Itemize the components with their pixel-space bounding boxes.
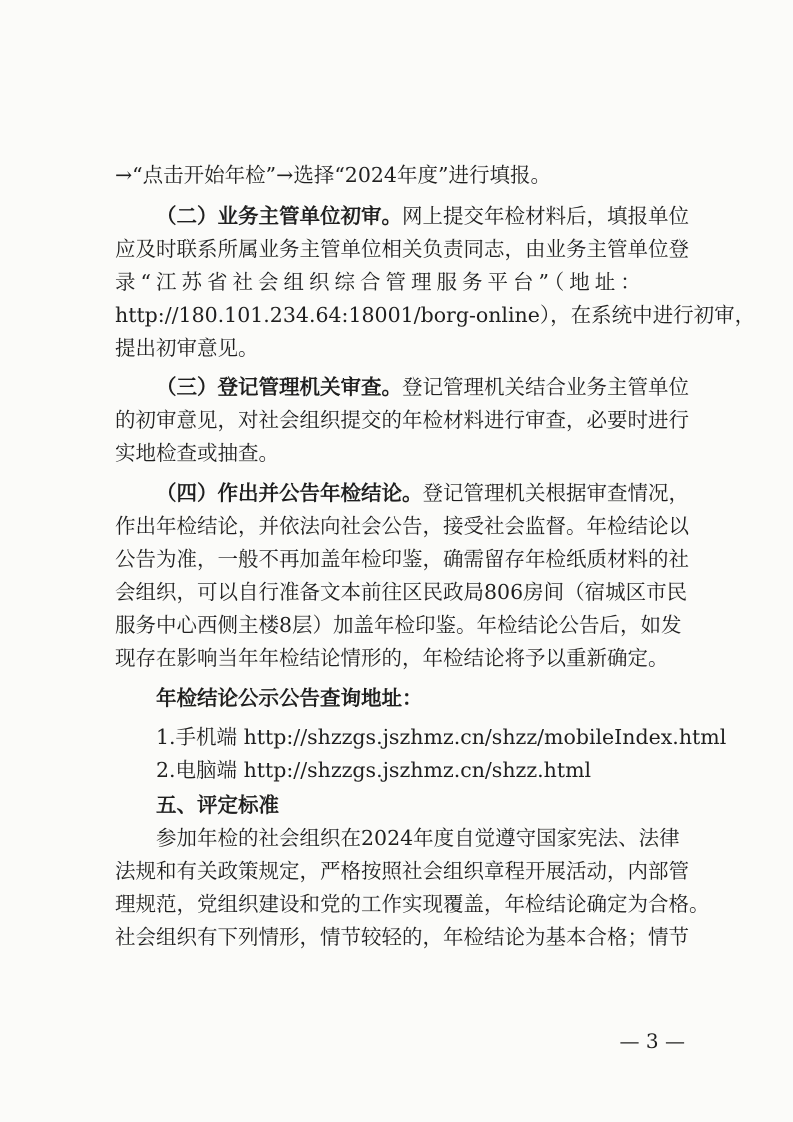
section-heading: 年检结论公示公告查询地址：	[156, 686, 423, 710]
paragraph-line	[156, 203, 689, 231]
text-line: 作出年检结论，并依法向社会公告，接受社会监督。年检结论以	[115, 514, 689, 538]
text-line: 的初审意见，对社会组织提交的年检材料进行审查，必要时进行	[115, 408, 689, 432]
text-line: 提出初审意见。	[115, 336, 259, 360]
text-line: 理规范，党组织建设和党的工作实现覆盖，年检结论确定为合格。	[115, 892, 710, 916]
link-line: 1.手机端 http://shzzgs.jszhmz.cn/shzz/mobileIndex.html	[156, 725, 727, 749]
text-line: 应及时联系所属业务主管单位相关负责同志，由业务主管单位登	[115, 237, 689, 261]
text-line: 服务中心西侧主楼8层）加盖年检印鉴。年检结论公告后，如发	[115, 613, 682, 637]
text-line: 会组织，可以自行准备文本前往区民政局806房间（宿城区市民	[115, 580, 688, 604]
text-span: 登记管理机关结合业务主管单位	[402, 375, 689, 399]
text-line: 公告为准，一般不再加盖年检印鉴，确需留存年检纸质材料的社	[115, 547, 689, 571]
text-span: 网上提交年检材料后，填报单位	[402, 204, 689, 228]
paragraph-line	[156, 374, 689, 402]
link-line: 2.电脑端 http://shzzgs.jszhmz.cn/shzz.html	[156, 758, 592, 782]
text-line: 实地检查或抽查。	[115, 441, 279, 465]
text-line: 录“江苏省社会组织综合管理服务平台”（地址：	[115, 270, 646, 294]
paragraph-line: 参加年检的社会组织在2024年度自觉遵守国家宪法、法律	[156, 826, 680, 850]
section-heading: （三）登记管理机关审查。	[156, 375, 402, 399]
paragraph-line	[156, 480, 689, 508]
text-line: 社会组织有下列情形，情节较轻的，年检结论为基本合格；情节	[115, 925, 689, 949]
text-line: 现存在影响当年年检结论情形的，年检结论将予以重新确定。	[115, 646, 669, 670]
section-heading: （二）业务主管单位初审。	[156, 204, 402, 228]
page-number: — 3 —	[619, 1029, 685, 1053]
section-heading: （四）作出并公告年检结论。	[156, 481, 423, 505]
section-heading: 五、评定标准	[156, 793, 279, 817]
text-line: →“点击开始年检”→选择“2024年度”进行填报。	[115, 163, 551, 187]
text-line: http://180.101.234.64:18001/borg-online），在系统中进行初审，	[115, 303, 756, 327]
text-span: 登记管理机关根据审查情况，	[422, 481, 689, 505]
text-line: 法规和有关政策规定，严格按照社会组织章程开展活动，内部管	[115, 859, 689, 883]
